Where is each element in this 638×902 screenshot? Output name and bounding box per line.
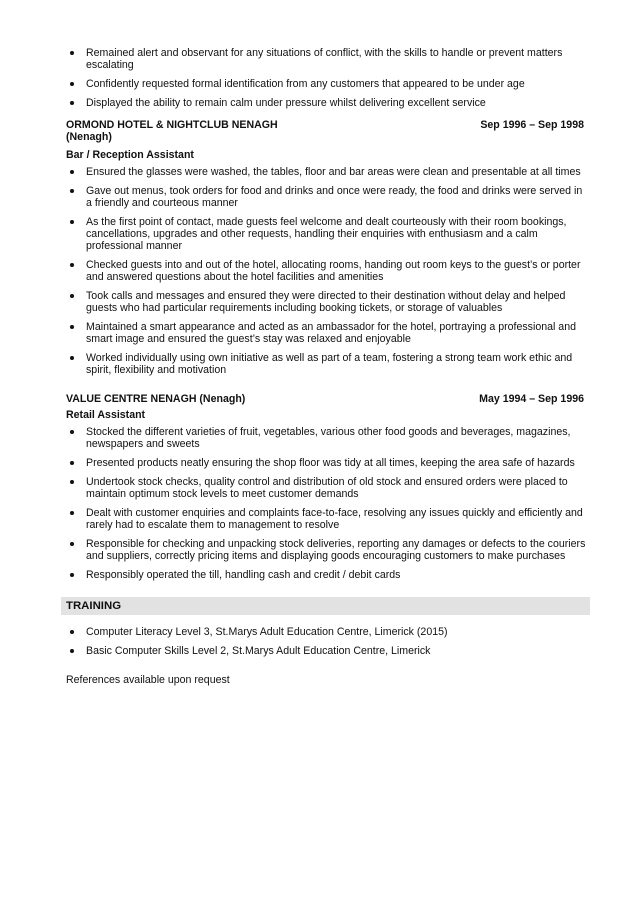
list-item: As the first point of contact, made guests feel welcome and dealt courteously with their room bookings, cancellations, upgrades and other requests, handling their enquiries with enthusiasm and a calm professional manner xyxy=(66,216,586,253)
list-item: Checked guests into and out of the hotel, allocating rooms, handing out room keys to the guest’s or porter and answered questions about the hotel facilities and amenities xyxy=(66,259,586,284)
list-item: Remained alert and observant for any situations of conflict, with the skills to handle or prevent matters escalating xyxy=(66,47,586,72)
employer-name: ORMOND HOTEL & NIGHTCLUB NENAGH xyxy=(66,119,278,131)
list-item: Dealt with customer enquiries and complaints face-to-face, resolving any issues quickly and efficiently and rarely had to escalate them to management to resolve xyxy=(66,507,586,532)
employer-location: (Nenagh) xyxy=(66,131,112,143)
list-item: Responsible for checking and unpacking stock deliveries, reporting any damages or defects to the couriers and suppliers, correctly pricing items and displaying goods encouraging customers to make purchases xyxy=(66,538,586,563)
job-title: Retail Assistant xyxy=(66,409,146,421)
value-centre-duties-list xyxy=(66,426,586,587)
list-item: Stocked the different varieties of fruit, vegetables, various other food goods and beverages, magazines, newspapers and sweets xyxy=(66,426,586,451)
list-item: Worked individually using own initiative as well as part of a team, fostering a strong team work ethic and spirit, flexibility and motivation xyxy=(66,352,586,377)
list-item: Responsibly operated the till, handling cash and credit / debit cards xyxy=(66,569,586,581)
section-heading-training: TRAINING xyxy=(61,597,590,615)
list-item: Gave out menus, took orders for food and drinks and once were ready, the food and drinks were served in a friendly and courteous manner xyxy=(66,185,586,210)
employment-dates: May 1994 – Sep 1996 xyxy=(479,393,584,405)
references-note: References available upon request xyxy=(66,674,230,686)
list-item: Presented products neatly ensuring the shop floor was tidy at all times, keeping the area safe of hazards xyxy=(66,457,586,469)
ormond-duties-list xyxy=(66,166,586,383)
list-item: Maintained a smart appearance and acted as an ambassador for the hotel, portraying a professional and smart image and ensured the guest’s stay was relaxed and enjoyable xyxy=(66,321,586,346)
job-header-ormond xyxy=(66,119,584,131)
list-item: Undertook stock checks, quality control and distribution of old stock and ensured orders were placed to maintain optimum stock levels to meet customer demands xyxy=(66,476,586,501)
employer-name: VALUE CENTRE NENAGH (Nenagh) xyxy=(66,393,246,405)
list-item: Took calls and messages and ensured they were directed to their destination without delay and helped guests who had particular requirements including booking tickets, or storage of valuables xyxy=(66,290,586,315)
intro-bullet-list xyxy=(66,47,586,115)
list-item: Displayed the ability to remain calm under pressure whilst delivering excellent service xyxy=(66,97,586,109)
list-item: Ensured the glasses were washed, the tables, floor and bar areas were clean and presentable at all times xyxy=(66,166,586,178)
job-title: Bar / Reception Assistant xyxy=(66,149,194,161)
list-item: Basic Computer Skills Level 2, St.Marys Adult Education Centre, Limerick xyxy=(66,645,586,657)
job-header-value-centre xyxy=(66,393,584,405)
list-item: Computer Literacy Level 3, St.Marys Adult Education Centre, Limerick (2015) xyxy=(66,626,586,638)
training-list xyxy=(66,626,586,663)
employment-dates: Sep 1996 – Sep 1998 xyxy=(480,119,584,131)
list-item: Confidently requested formal identification from any customers that appeared to be under age xyxy=(66,78,586,90)
